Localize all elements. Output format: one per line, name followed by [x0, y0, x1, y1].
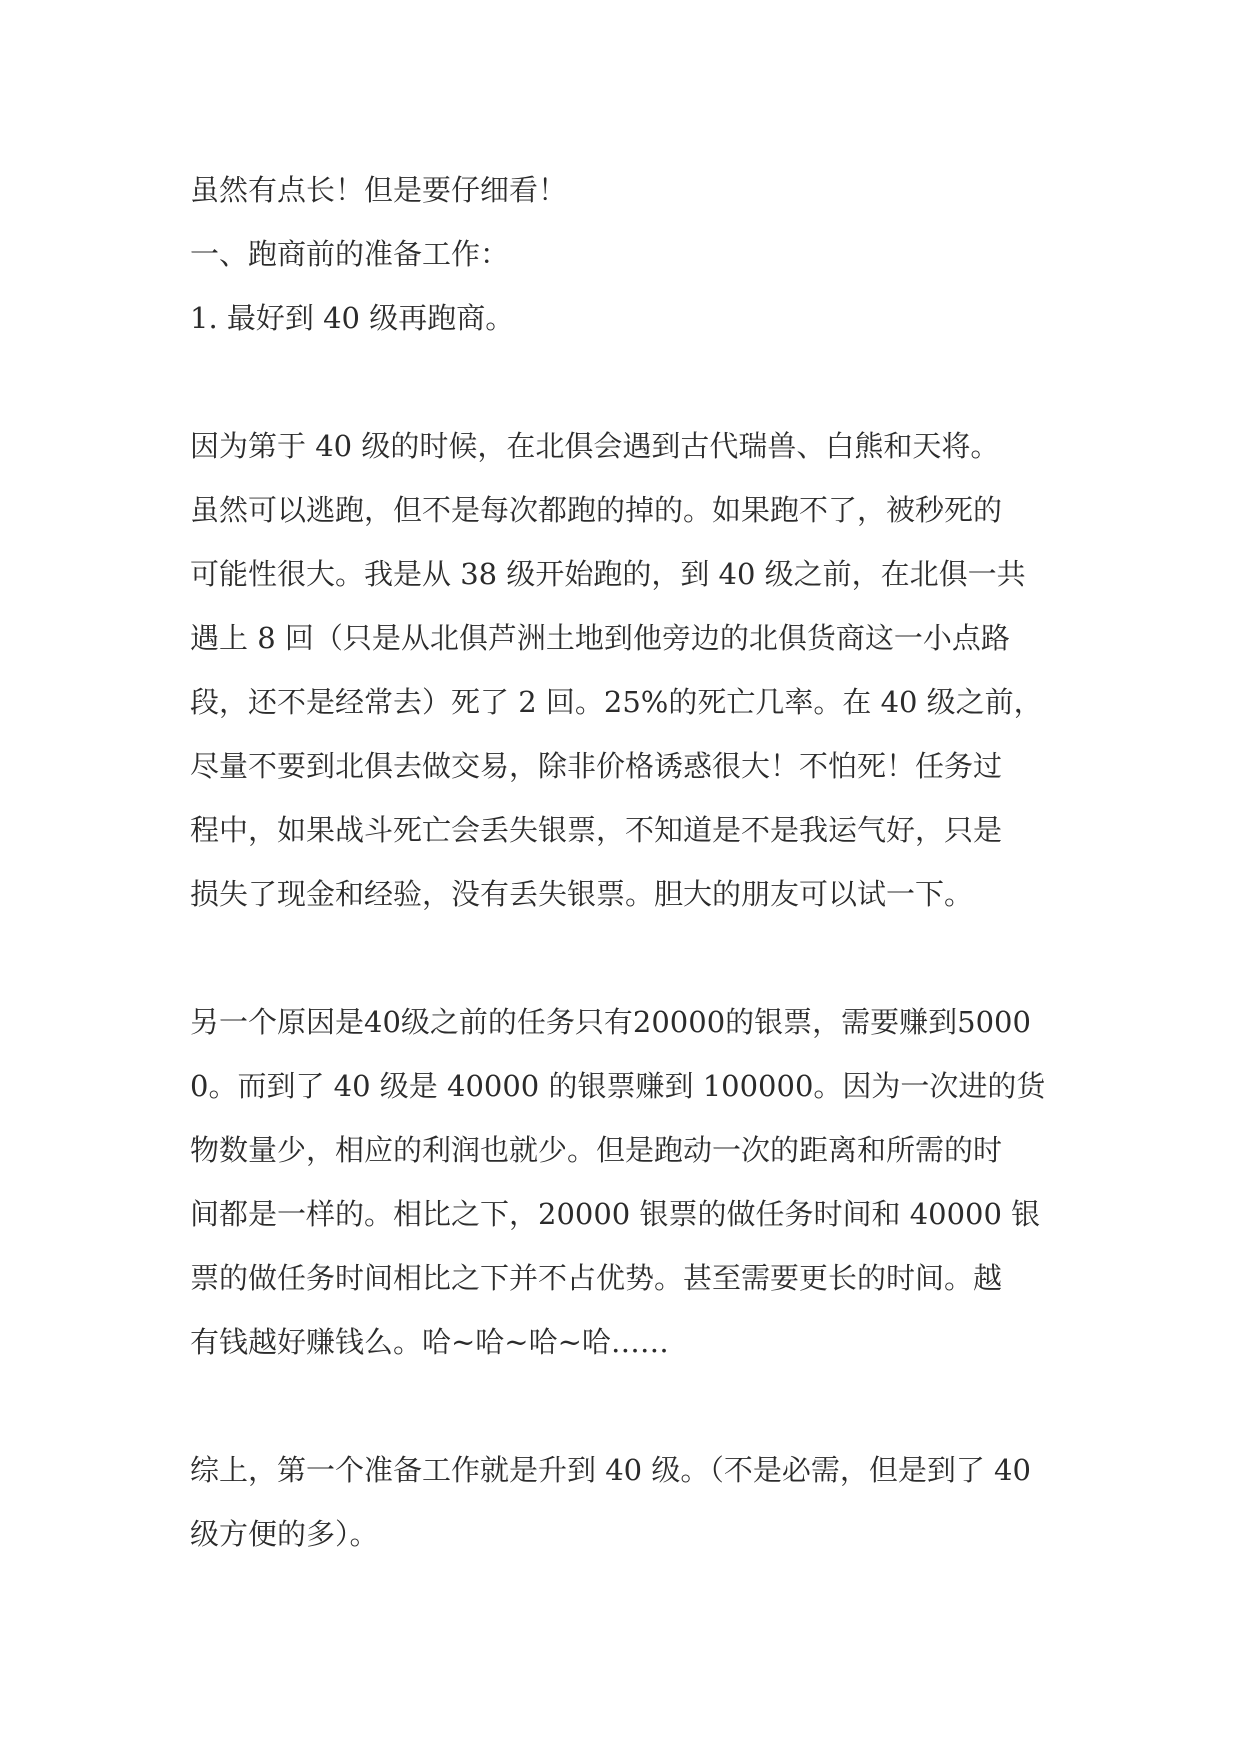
text-line: 尽量不要到北俱去做交易，除非价格诱惑很大！不怕死！任务过: [190, 749, 1003, 783]
paragraph-gap: [190, 926, 1070, 990]
text-line: 另一个原因是40级之前的任务只有20000的银票，需要赚到5000: [190, 1005, 1031, 1039]
text-line: 级方便的多）。: [190, 1517, 379, 1551]
text-line: 票的做任务时间相比之下并不占优势。甚至需要更长的时间。越: [190, 1261, 1003, 1295]
paragraph-gap: [190, 1374, 1070, 1438]
text-line: 间都是一样的。相比之下，20000 银票的做任务时间和 40000 银: [190, 1197, 1041, 1231]
document-body: [190, 158, 1070, 1566]
section-heading: 一、跑商前的准备工作：: [190, 237, 510, 271]
text-line: 有钱越好赚钱么。哈~哈~哈~哈……: [190, 1325, 669, 1359]
text-line: 综上，第一个准备工作就是升到 40 级。（不是必需，但是到了 40: [190, 1453, 1031, 1487]
text-line: 虽然可以逃跑，但不是每次都跑的掉的。如果跑不了，被秒死的: [190, 493, 1003, 527]
text-line: 物数量少，相应的利润也就少。但是跑动一次的距离和所需的时: [190, 1133, 1003, 1167]
list-item: 1. 最好到 40 级再跑商。: [190, 301, 515, 335]
text-line: 遇上 8 回（只是从北俱芦洲土地到他旁边的北俱货商这一小点路: [190, 621, 1010, 655]
text-line: 损失了现金和经验，没有丢失银票。胆大的朋友可以试一下。: [190, 877, 974, 911]
text-line: 虽然有点长！但是要仔细看！: [190, 173, 568, 207]
paragraph-gap: [190, 350, 1070, 414]
text-line: 段，还不是经常去）死了 2 回。25%的死亡几率。在 40 级之前，: [190, 685, 1043, 719]
text-line: 因为第于 40 级的时候，在北俱会遇到古代瑞兽、白熊和天将。: [190, 429, 1000, 463]
text-line: 程中，如果战斗死亡会丢失银票，不知道是不是我运气好，只是: [190, 813, 1003, 847]
text-line: 0。而到了 40 级是 40000 的银票赚到 100000。因为一次进的货: [190, 1069, 1046, 1103]
text-line: 可能性很大。我是从 38 级开始跑的，到 40 级之前，在北俱一共: [190, 557, 1026, 591]
